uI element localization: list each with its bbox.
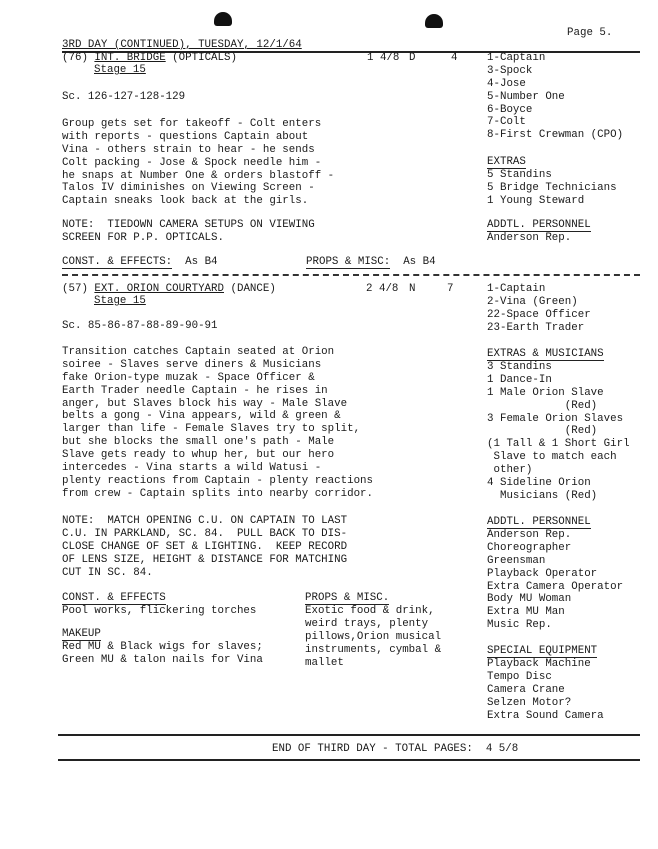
text-line: CLOSE CHANGE OF SET & LIGHTING. KEEP RECORD [62, 540, 348, 553]
punch-hole-right [425, 14, 443, 28]
extras-list [487, 169, 617, 208]
makeup-value [62, 641, 263, 667]
scene-title-suffix: (OPTICALS) [172, 52, 237, 64]
text-line: 5 Bridge Technicians [487, 181, 617, 194]
text-line: NOTE: MATCH OPENING C.U. ON CAPTAIN TO LAST [62, 515, 348, 527]
text-line: Playback Operator [487, 567, 598, 580]
scene-time: D [409, 52, 416, 64]
text-line: NOTE: TIEDOWN CAMERA SETUPS ON VIEWING [62, 219, 315, 231]
props-label: PROPS & MISC. [305, 592, 390, 604]
scene-number: (57) [62, 283, 88, 295]
text-line: larger than life - Female Slaves try to split, [62, 423, 361, 436]
text-line: belts a gong - Vina appears, wild & green & [62, 410, 341, 423]
equipment-label: SPECIAL EQUIPMENT [487, 645, 598, 657]
text-line: instruments, cymbal & [305, 643, 442, 656]
scene-heading [62, 283, 276, 296]
text-line: Tempo Disc [487, 670, 552, 683]
text-line: other) [487, 464, 533, 477]
props-value: As B4 [403, 256, 436, 268]
props-misc [306, 256, 436, 269]
text-line: 7-Colt [487, 116, 526, 129]
scene-cast-count: 7 [447, 283, 454, 295]
text-line: 3-Spock [487, 64, 533, 77]
text-line: with reports - questions Captain about [62, 130, 309, 143]
text-line: Musicians (Red) [487, 489, 598, 502]
text-line: 4 Sideline Orion [487, 477, 591, 490]
text-line: Selzen Motor? [487, 696, 572, 709]
text-line: 1 Young Steward [487, 194, 585, 207]
extras-label: EXTRAS & MUSICIANS [487, 348, 604, 360]
scene-title: INT. BRIDGE [94, 52, 166, 64]
text-line: 5-Number One [487, 90, 565, 103]
scene-cast-count: 4 [451, 52, 458, 64]
text-line: Group gets set for takeoff - Colt enters [62, 118, 322, 130]
text-line: Anderson Rep. [487, 529, 572, 541]
text-line: mallet [305, 656, 344, 669]
text-line: Slave gets ready to whup her, but our hero [62, 449, 335, 462]
text-line: soiree - Slaves serve diners & Musicians [62, 358, 322, 371]
text-line: he snaps at Number One & orders blastoff - [62, 169, 335, 182]
text-line: Transition catches Captain seated at Orion [62, 346, 335, 358]
makeup [62, 628, 263, 667]
text-line: Green MU & talon nails for Vina [62, 653, 263, 666]
footer-rule-bottom [58, 759, 640, 761]
text-line: 22-Space Officer [487, 308, 591, 321]
text-line: Body MU Woman [487, 593, 572, 606]
const-value: As B4 [185, 256, 218, 268]
text-line: 1 Dance-In [487, 373, 552, 386]
text-line: from crew - Captain splits into nearby corridor. [62, 487, 374, 500]
extras-block [487, 156, 617, 208]
text-line: anger, but Slaves block his way - Male Slave [62, 397, 348, 410]
footer-text: END OF THIRD DAY - TOTAL PAGES: 4 5/8 [272, 743, 519, 755]
text-line: 1-Captain [487, 52, 546, 64]
scene-note [62, 219, 315, 245]
extras-block [487, 348, 630, 503]
scene-pages: 1 4/8 [367, 52, 400, 64]
scene-title: EXT. ORION COURTYARD [94, 283, 224, 295]
personnel-list [487, 232, 591, 245]
scene-divider [62, 274, 640, 276]
extras-list [487, 361, 630, 503]
text-line: pillows,Orion musical [305, 630, 442, 643]
text-line: (Red) [487, 425, 598, 438]
text-line: Extra MU Man [487, 606, 565, 619]
personnel-list [487, 529, 623, 632]
text-line: 8-First Crewman (CPO) [487, 129, 624, 142]
text-line: 1-Captain [487, 283, 546, 295]
props-label: PROPS & MISC: [306, 256, 391, 268]
scene-note [62, 515, 347, 579]
scene-description [62, 346, 373, 501]
text-line: Colt packing - Jose & Spock needle him - [62, 156, 322, 169]
text-line: Earth Trader needle Captain - he rises in [62, 384, 328, 397]
makeup-label: MAKEUP [62, 628, 101, 640]
text-line: Exotic food & drink, [305, 605, 435, 617]
page-header: 3RD DAY (CONTINUED), TUESDAY, 12/1/64 [62, 39, 302, 51]
text-line: 5 Standins [487, 169, 552, 181]
scene-pages: 2 4/8 [366, 283, 399, 295]
scene-stage: Stage 15 [94, 64, 146, 76]
cast-list [487, 52, 623, 142]
text-line: C.U. IN PARKLAND, SC. 84. PULL BACK TO DIS- [62, 527, 348, 540]
page-number: Page 5. [567, 27, 613, 39]
scene-heading [62, 52, 237, 65]
text-line: but she blocks the small one's path - Male [62, 436, 335, 449]
punch-hole-left [214, 12, 232, 26]
const-label: CONST. & EFFECTS: [62, 256, 173, 268]
const-effects [62, 592, 256, 618]
text-line: 3 Standins [487, 361, 552, 373]
equipment-list [487, 658, 604, 722]
text-line: Red MU & Black wigs for slaves; [62, 641, 263, 653]
text-line: Slave to match each [487, 451, 617, 464]
text-line: Camera Crane [487, 683, 565, 696]
props-value [305, 605, 441, 669]
text-line: Pool works, flickering torches [62, 605, 257, 617]
text-line: intercedes - Vina starts a wild Watusi - [62, 462, 322, 475]
scene-description [62, 118, 334, 208]
text-line: OF LENS SIZE, HEIGHT & DISTANCE FOR MATCHING [62, 553, 348, 566]
footer-rule-top [58, 734, 640, 736]
personnel-label: ADDTL. PERSONNEL [487, 219, 591, 231]
equipment-block [487, 645, 604, 722]
text-line: 1 Male Orion Slave [487, 386, 604, 399]
text-line: Extra Camera Operator [487, 580, 624, 593]
extras-label: EXTRAS [487, 156, 526, 168]
text-line: Captain sneaks look back at the girls. [62, 195, 309, 208]
text-line: (Red) [487, 399, 598, 412]
text-line: weird trays, plenty [305, 617, 429, 630]
const-label: CONST. & EFFECTS [62, 592, 166, 604]
props-misc [305, 592, 441, 669]
text-line: Playback Machine [487, 658, 591, 670]
text-line: 2-Vina (Green) [487, 295, 578, 308]
personnel-block [487, 516, 623, 632]
text-line: Talos IV diminishes on Viewing Screen - [62, 182, 315, 195]
const-value [62, 605, 256, 618]
text-line: Vina - others strain to hear - he sends [62, 143, 315, 156]
text-line: Choreographer [487, 541, 572, 554]
text-line: Anderson Rep. [487, 232, 572, 244]
personnel-label: ADDTL. PERSONNEL [487, 516, 591, 528]
scene-stage: Stage 15 [94, 295, 146, 307]
const-effects [62, 256, 218, 269]
scene-number: (76) [62, 52, 88, 64]
text-line: Extra Sound Camera [487, 709, 604, 722]
text-line: fake Orion-type muzak - Space Officer & [62, 371, 315, 384]
text-line: SCREEN FOR P.P. OPTICALS. [62, 231, 224, 244]
text-line: (1 Tall & 1 Short Girl [487, 438, 630, 451]
scene-time: N [409, 283, 416, 295]
text-line: CUT IN SC. 84. [62, 566, 153, 579]
text-line: 6-Boyce [487, 103, 533, 116]
cast-list [487, 283, 591, 335]
personnel-block [487, 219, 591, 245]
text-line: Greensman [487, 554, 546, 567]
text-line: 3 Female Orion Slaves [487, 412, 624, 425]
text-line: plenty reactions from Captain - plenty reactions [62, 474, 374, 487]
scene-title-suffix: (DANCE) [230, 283, 276, 295]
scene-numbers: Sc. 126-127-128-129 [62, 91, 186, 103]
scene-numbers: Sc. 85-86-87-88-89-90-91 [62, 320, 218, 332]
text-line: Music Rep. [487, 619, 552, 632]
text-line: 23-Earth Trader [487, 321, 585, 334]
text-line: 4-Jose [487, 77, 526, 90]
